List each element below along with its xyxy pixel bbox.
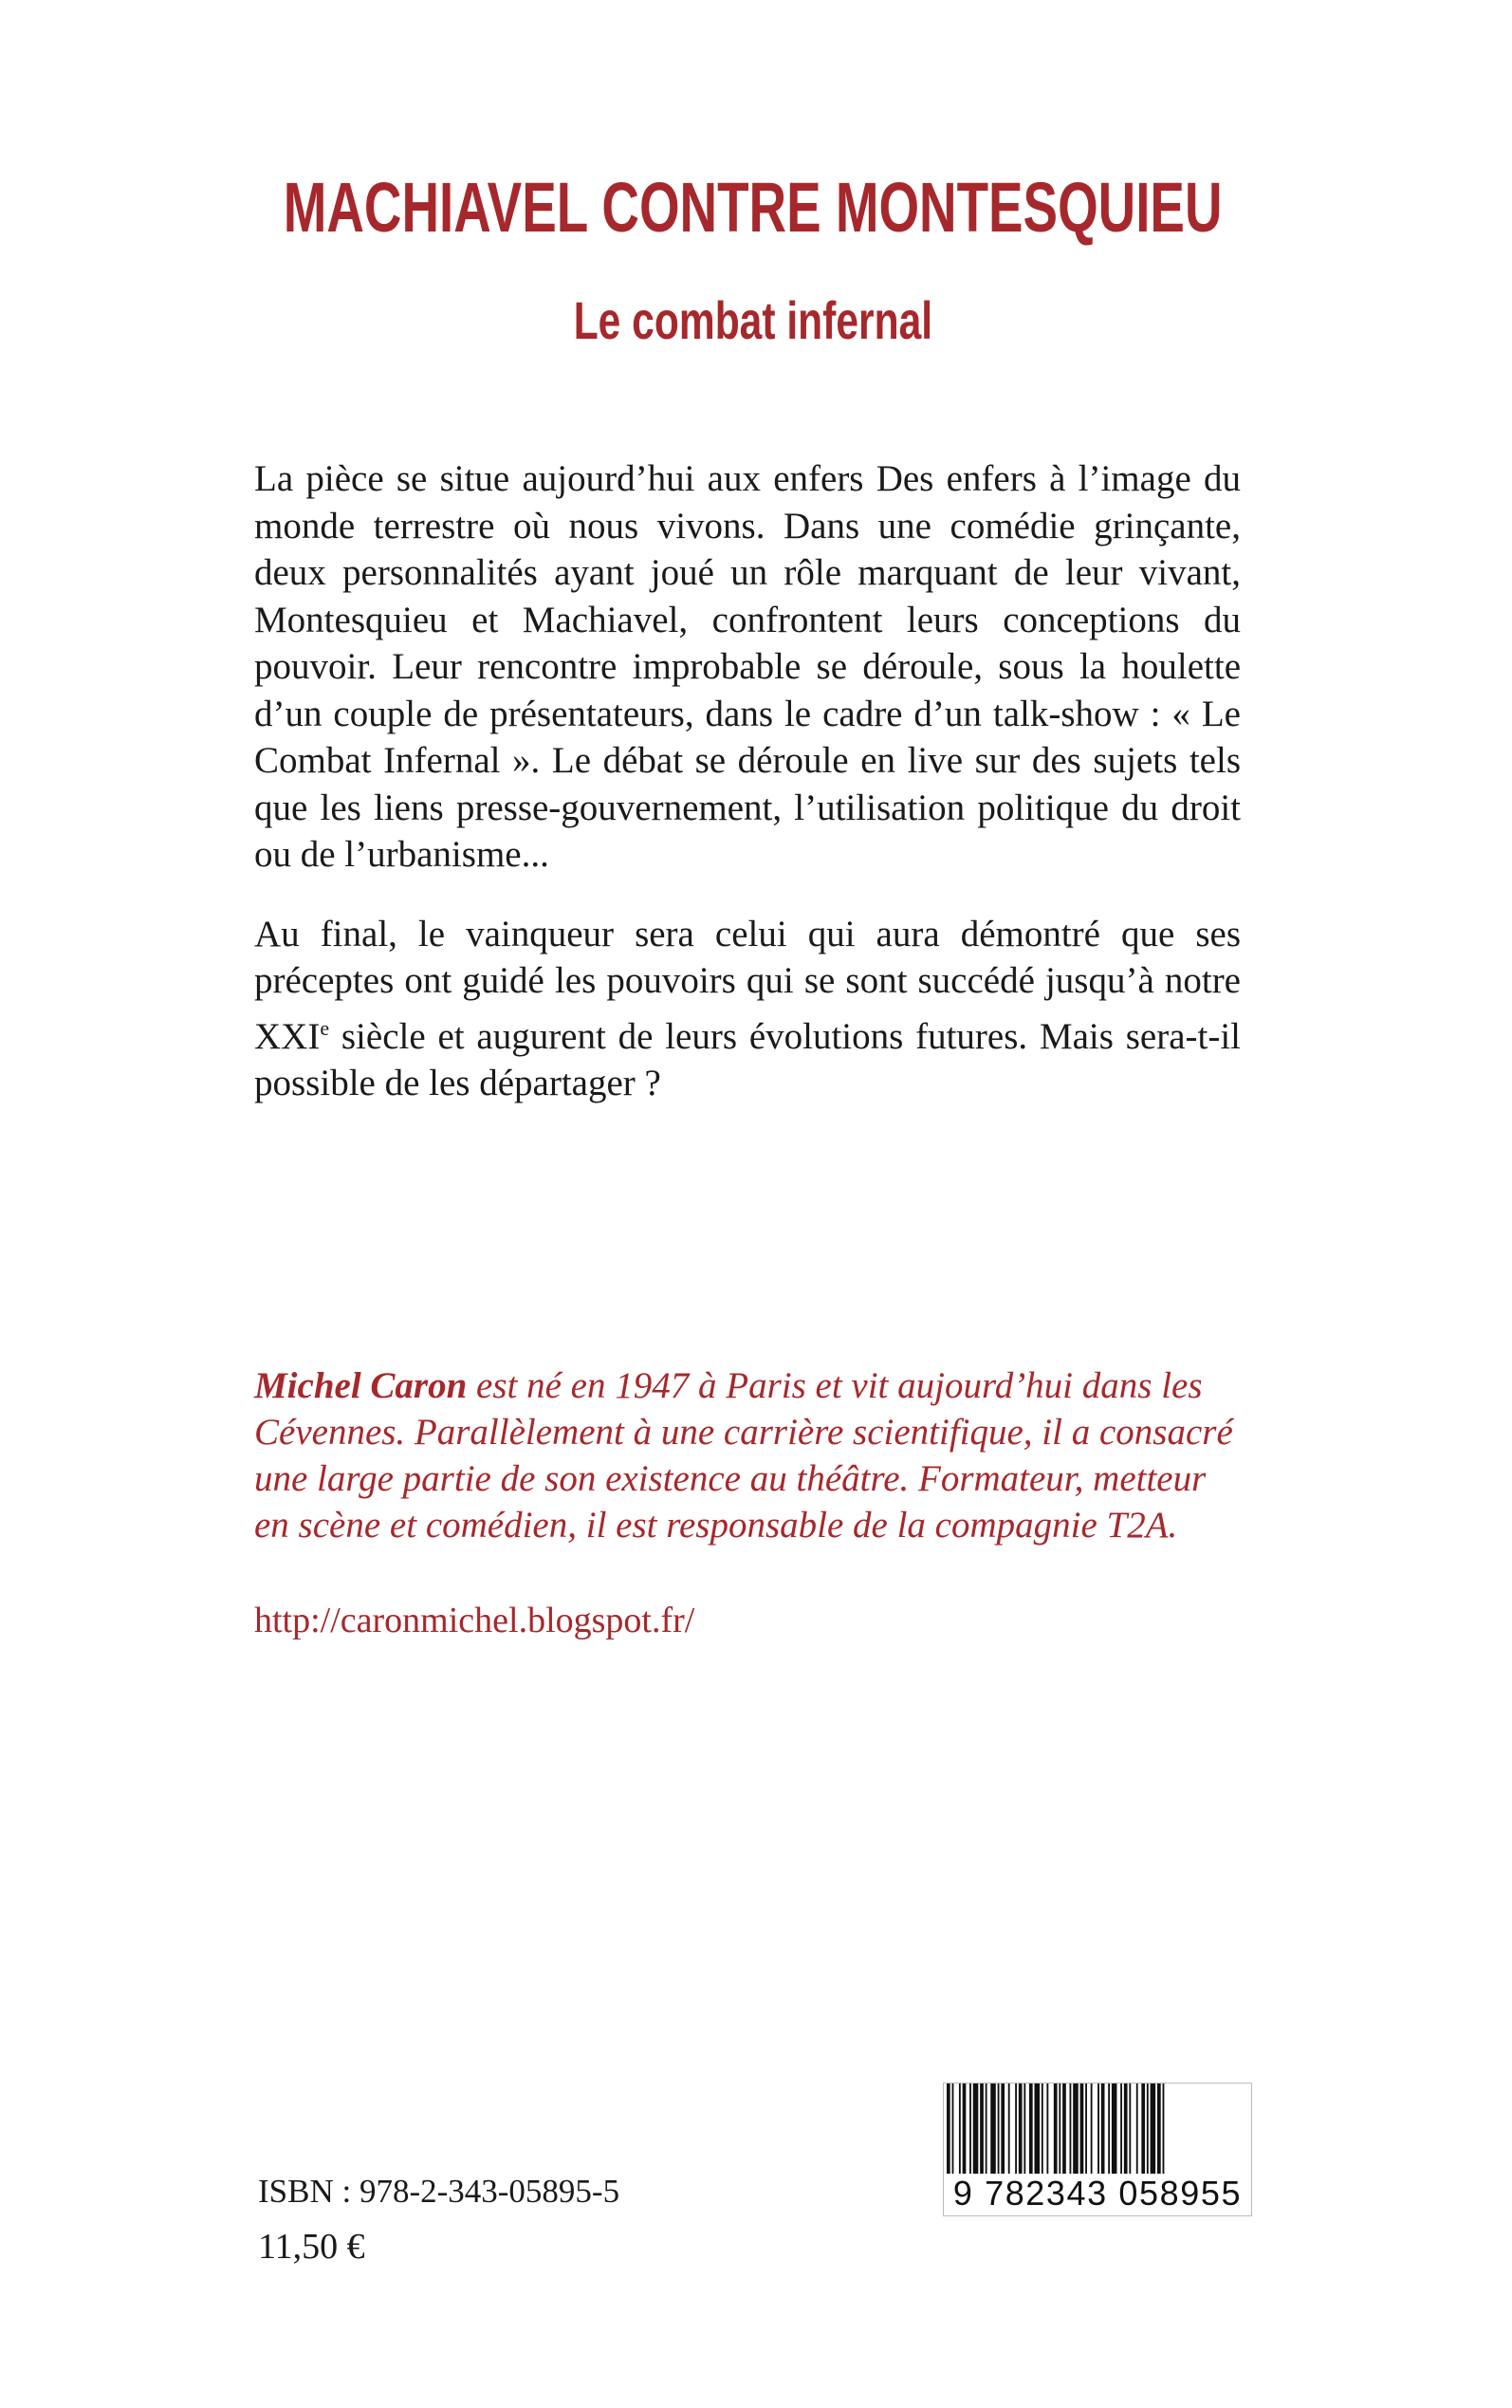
- barcode-bar: [1112, 2083, 1117, 2174]
- blurb-paragraph-1: La pièce se situe aujourd’hui aux enfers Des enfers à l’image du monde terrestre où nous vivons. Dans une comédie grinçante, deux personnalités ayant joué un rôle marquant de leur vivant, Montesquieu et Machiavel, confrontent leurs conceptions du pouvoir. Leur rencontre improbable se déroule, sous la houlette d’un couple de présentateurs, dans le cadre d’un talk-show : « Le Combat Infernal ». Le débat se déroule en live sur des sujets tels que les liens presse-gouvernement, l’utilisation politique du droit ou de l’urbanisme...: [254, 458, 1241, 875]
- barcode-bar: [969, 2083, 971, 2174]
- barcode-bar: [1062, 2083, 1066, 2174]
- barcode-bar: [1124, 2083, 1128, 2174]
- barcode-bar: [963, 2083, 967, 2174]
- barcode-bar: [1097, 2083, 1099, 2174]
- barcode-bar: [959, 2083, 961, 2174]
- barcode-bar: [947, 2083, 950, 2174]
- barcode-bar: [1008, 2083, 1010, 2174]
- barcode-bar: [990, 2083, 996, 2174]
- barcode-bar: [1046, 2083, 1048, 2174]
- barcode-bar: [1141, 2083, 1145, 2174]
- barcode-bar: [1073, 2083, 1079, 2174]
- barcode-bar: [1151, 2083, 1156, 2174]
- blurb: [254, 455, 1241, 1107]
- barcode-bar: [1157, 2083, 1161, 2174]
- barcode-bar: [1023, 2083, 1025, 2174]
- barcode-bar: [1091, 2083, 1093, 2174]
- barcode-bar: [1059, 2083, 1060, 2174]
- barcode-bar: [980, 2083, 984, 2174]
- barcode-bar: [1015, 2083, 1017, 2174]
- author-website-link[interactable]: http://caronmichel.blogspot.fr/: [254, 1601, 695, 1640]
- blurb-paragraph-2-start: Au final, le vainqueur sera celui qui aura démontré que ses préceptes ont guidé les pouvoirs qui se sont succédé jusqu’à notre XXI: [254, 913, 1241, 1057]
- barcode-bar: [986, 2083, 987, 2174]
- isbn: ISBN : 978-2-343-05895-5: [258, 2173, 620, 2210]
- author-bio-text: est né en 1947 à Paris et vit aujourd’hui dans les Cévennes. Parallèlement à une carrière scientifique, il a consacré une large partie de son existence au théâtre. Formateur, metteur en scène et comédien, il est responsable de la compagnie T2A.: [254, 1365, 1233, 1546]
- barcode-bar: [1147, 2083, 1149, 2174]
- barcode-bar: [952, 2083, 954, 2174]
- barcode-bar: [1120, 2083, 1122, 2174]
- blurb-paragraph-2-end: siècle et augurent de leurs évolutions futures. Mais sera-t-il possible de les départager ?: [254, 1015, 1241, 1103]
- century-superscript: e: [320, 1015, 330, 1040]
- barcode-bar: [1129, 2083, 1131, 2174]
- barcode-digits: 9 782343 058955: [952, 2174, 1243, 2213]
- barcode-bar: [1042, 2083, 1043, 2174]
- barcode-bar: [1054, 2083, 1058, 2174]
- barcode-bar: [1035, 2083, 1041, 2174]
- barcode-bar: [1163, 2083, 1165, 2174]
- barcode-bar: [1085, 2083, 1087, 2174]
- barcode-bar: [1136, 2083, 1138, 2174]
- price: 11,50 €: [258, 2227, 365, 2267]
- author-bio: [254, 1362, 1241, 1548]
- blurb-paragraph-2: [254, 911, 1241, 1107]
- book-subtitle: Le combat infernal: [573, 290, 933, 350]
- barcode-bar: [1080, 2083, 1084, 2174]
- barcode-bar: [1070, 2083, 1072, 2174]
- barcode-bar: [1019, 2083, 1023, 2174]
- barcode-bar: [1001, 2083, 1005, 2174]
- barcode-bar: [1108, 2083, 1110, 2174]
- barcode-bar: [1029, 2083, 1033, 2174]
- barcode-bar: [973, 2083, 979, 2174]
- barcode-bar: [1101, 2083, 1105, 2174]
- book-title: MACHIAVEL CONTRE MONTESQUIEU: [283, 168, 1223, 247]
- barcode-bar: [998, 2083, 1000, 2174]
- author-name: Michel Caron: [254, 1365, 468, 1406]
